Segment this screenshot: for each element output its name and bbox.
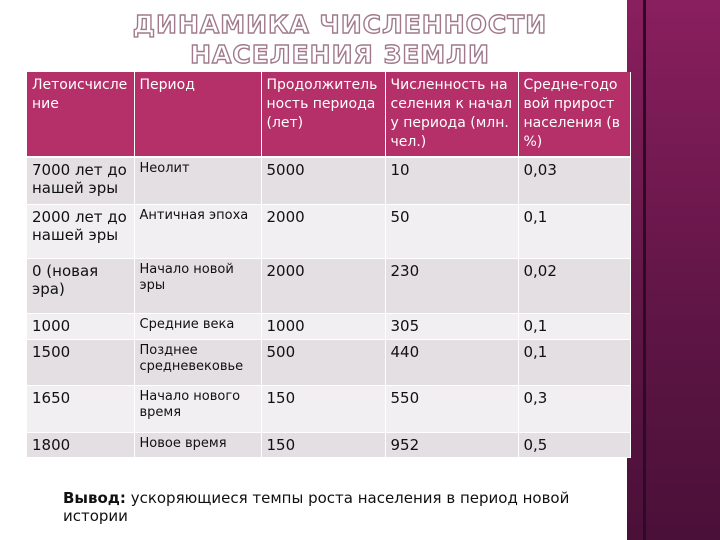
- cell-growth: 0,1: [518, 314, 630, 340]
- population-table: [27, 72, 631, 458]
- cell-period: Позднее средневековье: [134, 340, 261, 386]
- cell-period: Новое время: [134, 433, 261, 458]
- side-bar-stripe: [643, 0, 646, 540]
- cell-chronology: 1650: [27, 386, 134, 433]
- cell-chronology: 1800: [27, 433, 134, 458]
- table-row: [27, 340, 630, 386]
- cell-chronology: 1500: [27, 340, 134, 386]
- cell-population: 550: [385, 386, 518, 433]
- conclusion-body: ускоряющиеся темпы роста населения в период новой истории: [63, 489, 570, 525]
- cell-population: 230: [385, 259, 518, 314]
- cell-population: 305: [385, 314, 518, 340]
- cell-duration: 2000: [261, 205, 385, 259]
- table-row: [27, 157, 630, 205]
- table-row: [27, 314, 630, 340]
- cell-chronology: 1000: [27, 314, 134, 340]
- slide-title: ДИНАМИКА ЧИСЛЕННОСТИ НАСЕЛЕНИЯ ЗЕМЛИ: [132, 10, 548, 69]
- cell-duration: 150: [261, 433, 385, 458]
- table-row: [27, 205, 630, 259]
- cell-growth: 0,5: [518, 433, 630, 458]
- cell-chronology: 2000 лет до нашей эры: [27, 205, 134, 259]
- conclusion-label: Вывод:: [63, 489, 126, 507]
- cell-growth: 0,1: [518, 205, 630, 259]
- cell-period: Античная эпоха: [134, 205, 261, 259]
- cell-growth: 0,1: [518, 340, 630, 386]
- cell-duration: 150: [261, 386, 385, 433]
- cell-population: 50: [385, 205, 518, 259]
- cell-period: Средние века: [134, 314, 261, 340]
- cell-growth: 0,03: [518, 157, 630, 205]
- cell-population: 10: [385, 157, 518, 205]
- header-duration: Продолжительность периода (лет): [261, 72, 385, 157]
- cell-population: 440: [385, 340, 518, 386]
- cell-period: Начало новой эры: [134, 259, 261, 314]
- cell-duration: 1000: [261, 314, 385, 340]
- cell-growth: 0,3: [518, 386, 630, 433]
- header-population: Численность населения к началу периода (млн.чел.): [385, 72, 518, 157]
- table-row: [27, 259, 630, 314]
- table-row: [27, 386, 630, 433]
- table-row: [27, 433, 630, 458]
- table-header-row: [27, 72, 630, 157]
- cell-population: 952: [385, 433, 518, 458]
- cell-chronology: 0 (новая эра): [27, 259, 134, 314]
- cell-duration: 5000: [261, 157, 385, 205]
- cell-growth: 0,02: [518, 259, 630, 314]
- cell-period: Неолит: [134, 157, 261, 205]
- conclusion-text: [63, 489, 623, 525]
- cell-duration: 500: [261, 340, 385, 386]
- header-chronology: Летоисчисление: [27, 72, 134, 157]
- decorative-side-bar: [627, 0, 720, 540]
- cell-duration: 2000: [261, 259, 385, 314]
- header-growth: Средне-годовой прирост населения (в %): [518, 72, 630, 157]
- cell-chronology: 7000 лет до нашей эры: [27, 157, 134, 205]
- header-period: Период: [134, 72, 261, 157]
- cell-period: Начало нового время: [134, 386, 261, 433]
